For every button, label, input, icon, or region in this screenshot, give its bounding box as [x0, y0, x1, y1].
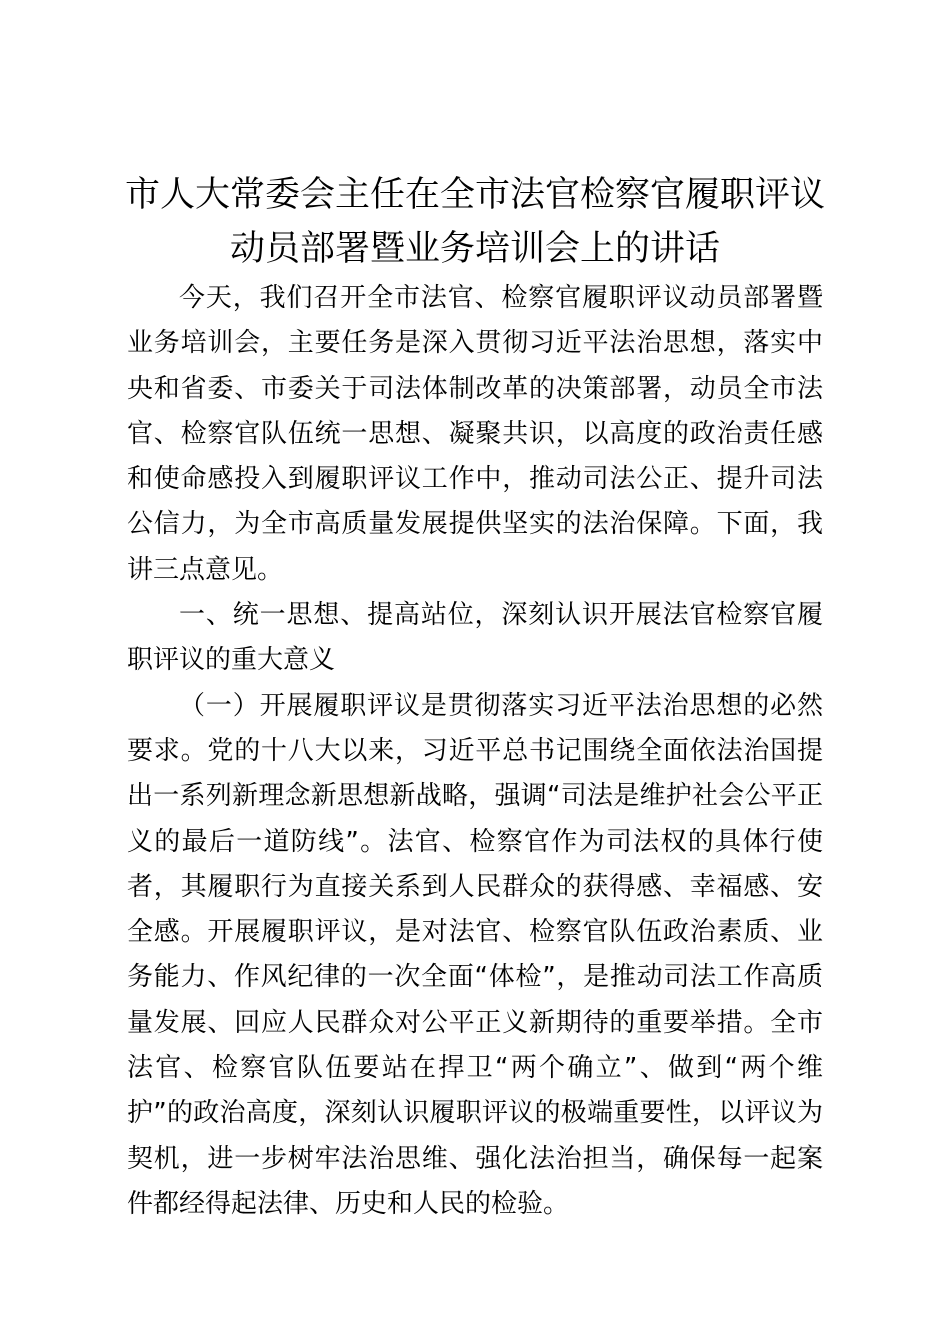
intro-paragraph: 今天，我们召开全市法官、检察官履职评议动员部署暨业务培训会，主要任务是深入贯彻习近平法治思想，落实中央和省委、市委关于司法体制改革的决策部署，动员全市法官、检察官队伍统一思想、凝聚共识，以高度的政治责任感和使命感投入到履职评议工作中，推动司法公正、提升司法公信力，为全市高质量发展提供坚实的法治保障。下面，我讲三点意见。: [127, 283, 823, 585]
title-line-2: 动员部署暨业务培训会上的讲话: [229, 229, 720, 269]
subsection-paragraph-1: （一）开展履职评议是贯彻落实习近平法治思想的必然要求。党的十八大以来，习近平总书记围绕全面依法治国提出一系列新理念新思想新战略，强调“司法是维护社会公平正义的最后一道防线”。法官、检察官作为司法权的具体行使者，其履职行为直接关系到人民群众的获得感、幸福感、安全感。开展履职评议，是对法官、检察官队伍政治素质、业务能力、作风纪律的一次全面“体检”，是推动司法工作高质量发展、回应人民群众对公平正义新期待的重要举措。全市法官、检察官队伍要站在捍卫“两个确立”、做到“两个维护”的政治高度，深刻认识履职评议的极端重要性，以评议为契机，进一步树牢法治思维、强化法治担当，确保每一起案件都经得起法律、历史和人民的检验。: [127, 690, 823, 1219]
document-body: [127, 276, 823, 1227]
document-title: [100, 168, 850, 276]
title-line-1: 市人大常委会主任在全市法官检察官履职评议: [124, 175, 825, 215]
section-heading-1: 一、统一思想、提高站位，深刻认识开展法官检察官履职评议的重大意义: [127, 600, 823, 676]
